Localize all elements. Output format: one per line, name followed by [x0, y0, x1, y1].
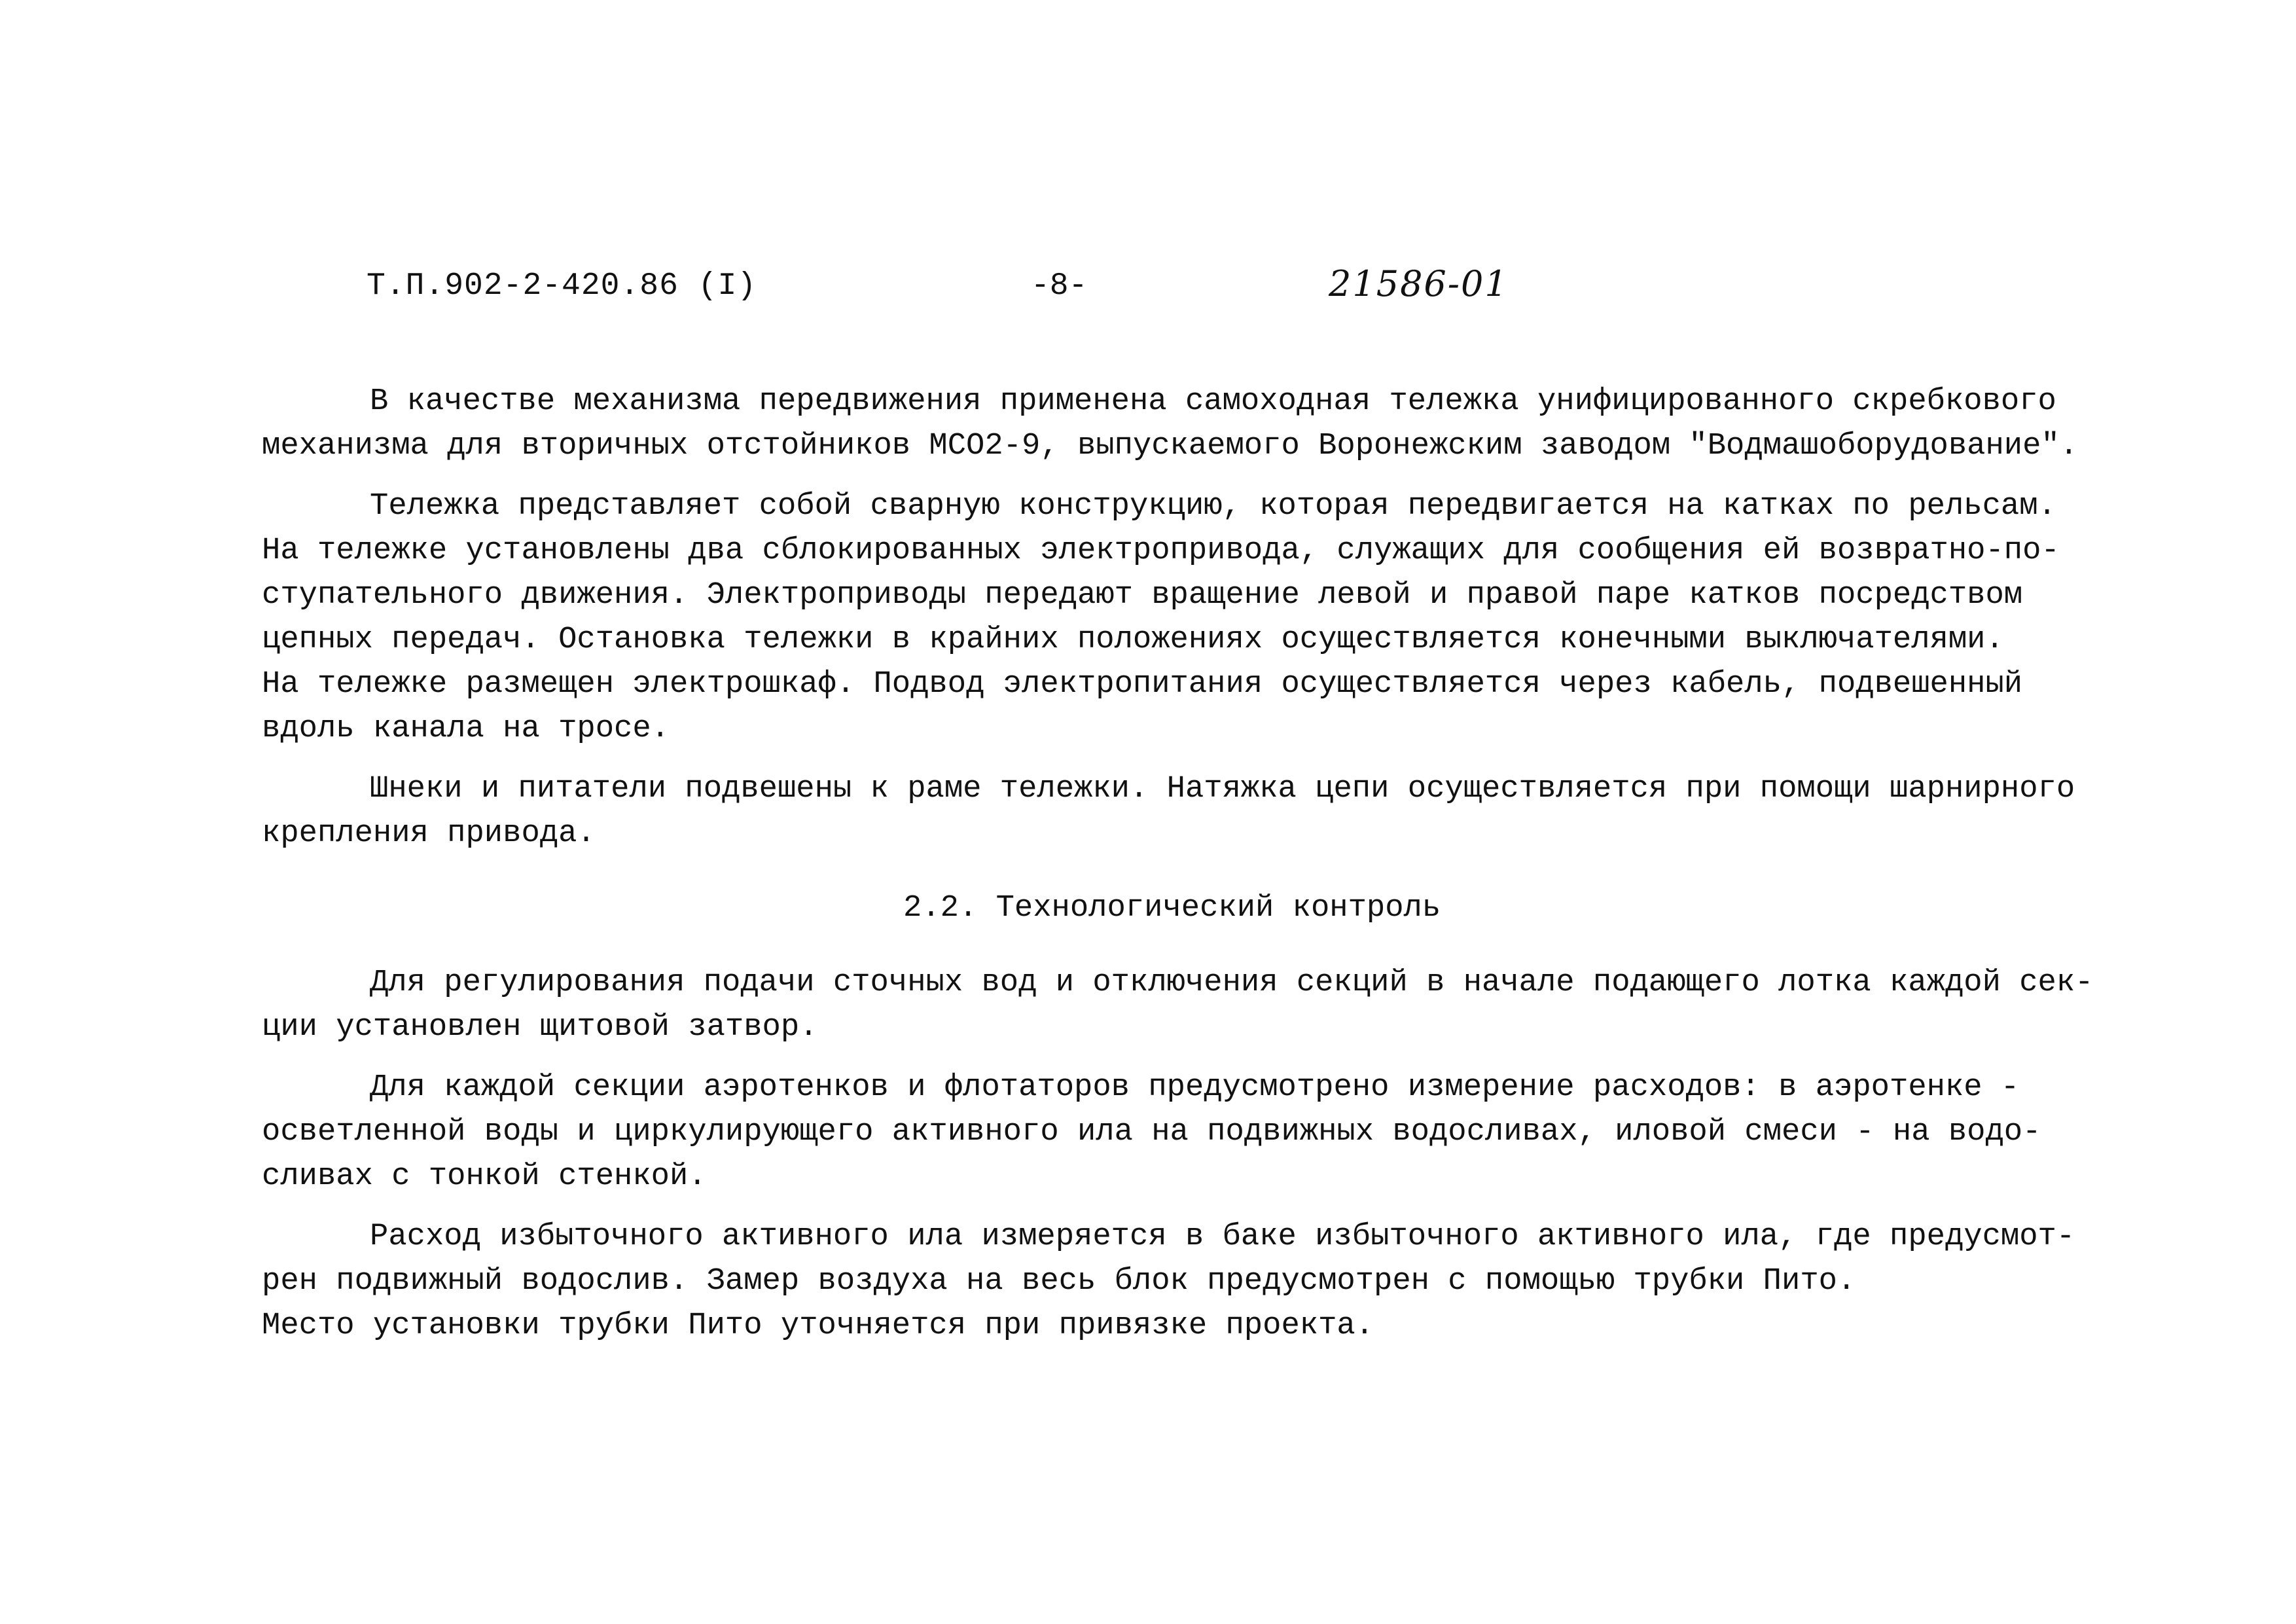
text-line: Шнеки и питатели подвешены к раме тележки. Натяжка цепи осуществляется при помощи шарнирного [370, 772, 2075, 806]
paragraph [262, 961, 2094, 1050]
paragraph [262, 1066, 2042, 1199]
text-line: На тележке установлены два сблокированных электропривода, служащих для сообщения ей возвратно-по- [262, 533, 2060, 568]
text-line: ции установлен щитовой затвор. [262, 1010, 818, 1045]
text-line: Расход избыточного активного ила измеряется в баке избыточного активного ила, где предусмот- [370, 1219, 2075, 1254]
text-line: механизма для вторичных отстойников МСО2-9, выпускаемого Воронежским заводом "Водмашоборудование". [262, 429, 2079, 463]
section-heading: 2.2. Технологический контроль [903, 891, 1441, 926]
text-line: На тележке размещен электрошкаф. Подвод электропитания осуществляется через кабель, подвешенный [262, 667, 2023, 702]
document-code: Т.П.902-2-420.86 (I) [367, 268, 757, 304]
paragraph [262, 767, 2075, 856]
text-line: Для каждой секции аэротенков и флотаторов предусмотрено измерение расходов: в аэротенке - [370, 1070, 2020, 1105]
text-line: сливах с тонкой стенкой. [262, 1159, 707, 1194]
handwritten-inventory-number: 21586-01 [1329, 263, 1509, 304]
page-header [0, 263, 2296, 321]
text-line: Тележка представляет собой сварную конструкцию, которая передвигается на катках по рельсам. [370, 489, 2056, 524]
text-line: Место установки трубки Пито уточняется при привязке проекта. [262, 1308, 1374, 1343]
text-line: Для регулирования подачи сточных вод и отключения секций в начале подающего лотка каждой сек- [370, 965, 2094, 1000]
paragraph [262, 380, 2079, 469]
text-line: осветленной воды и циркулирующего активного ила на подвижных водосливах, иловой смеси - на водо- [262, 1115, 2041, 1149]
paragraph [262, 484, 2060, 751]
page-number: -8- [1031, 268, 1088, 304]
text-line: цепных передач. Остановка тележки в крайних положениях осуществляется конечными выключателями. [262, 623, 2004, 657]
text-line: В качестве механизма передвижения применена самоходная тележка унифицированного скребкового [370, 384, 2056, 419]
document-body [262, 380, 2094, 1364]
text-line: рен подвижный водослив. Замер воздуха на весь блок предусмотрен с помощью трубки Пито. [262, 1264, 1856, 1299]
text-line: ступательного движения. Электроприводы передают вращение левой и правой паре катков посредством [262, 578, 2023, 613]
text-line: вдоль канала на тросе. [262, 712, 670, 746]
paragraph [262, 1215, 2075, 1348]
text-line: крепления привода. [262, 816, 596, 851]
